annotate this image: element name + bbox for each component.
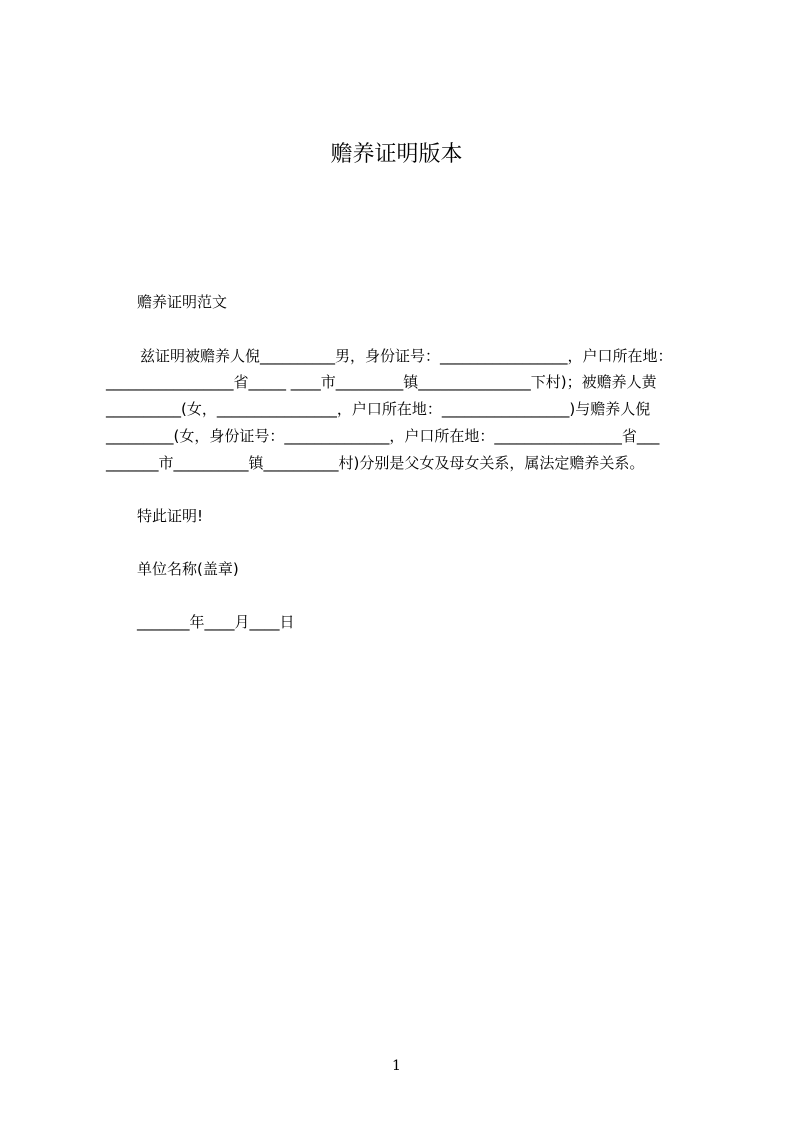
body-line-3: __________(女，________________，户口所在地：_________________)与赡养人倪	[106, 400, 651, 418]
certify-statement: 特此证明!	[137, 507, 204, 525]
unit-name-seal: 单位名称(盖章)	[137, 560, 239, 578]
document-subtitle: 赡养证明范文	[137, 293, 228, 311]
body-line-4: _________(女，身份证号：______________，户口所在地：_________________省___	[106, 427, 660, 445]
body-line-1: 兹证明被赡养人倪__________男，身份证号：_________________，户口所在地：	[140, 347, 673, 365]
body-line-2: _________________省_____ ____市_________镇_______________下村)；被赡养人黄	[106, 373, 657, 391]
date-line: _______年____月____日	[137, 613, 295, 631]
page-number: 1	[392, 1058, 401, 1074]
document-title: 赡养证明版本	[330, 142, 463, 167]
body-line-5: _______市__________镇__________村)分别是父女及母女关系，属法定赡养关系。	[106, 454, 645, 472]
